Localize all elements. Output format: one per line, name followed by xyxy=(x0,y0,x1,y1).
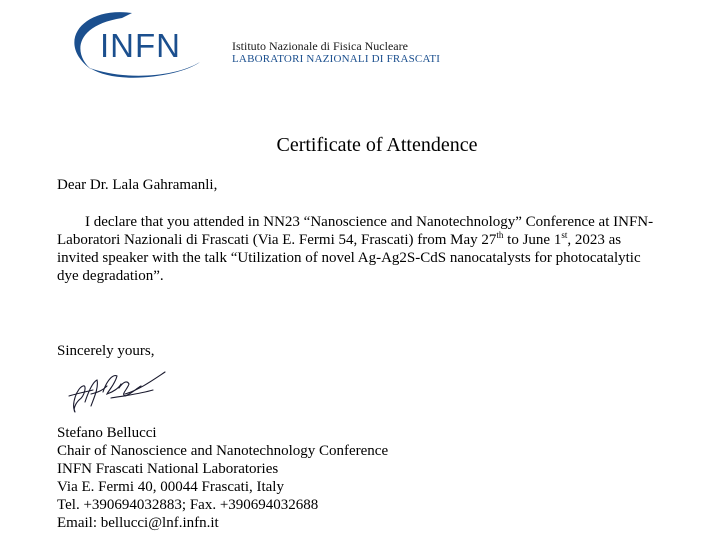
infn-logo xyxy=(62,8,202,80)
body-text-1: I declare that you attended in NN23 “Nanoscience and Nanotechnology” Conference at INFN-Laboratori Nazionali di Frascati (Via E. Fermi 54, Frascati) from May 27 xyxy=(57,214,654,248)
handwritten-signature xyxy=(63,366,167,418)
institute-name: Istituto Nazionale di Fisica Nucleare xyxy=(232,39,408,53)
superscript-st: st xyxy=(561,230,568,240)
signatory-phone: Tel. +390694032883; Fax. +390694032688 xyxy=(57,497,319,513)
lab-name: LABORATORI NAZIONALI DI FRASCATI xyxy=(232,53,441,65)
logo-wordmark: INFN xyxy=(100,27,181,64)
body-text-2: to June 1 xyxy=(503,232,562,248)
signatory-email: Email: bellucci@lnf.infn.it xyxy=(57,515,219,531)
signature-block xyxy=(57,424,388,532)
closing: Sincerely yours, xyxy=(57,343,155,359)
body-paragraph xyxy=(57,213,665,285)
superscript-th: th xyxy=(496,230,504,240)
signatory-address: Via E. Fermi 40, 00044 Frascati, Italy xyxy=(57,479,284,495)
signatory-name: Stefano Bellucci xyxy=(57,425,157,441)
body-text-3: , 2023 as invited speaker with the talk “Utilization of novel Ag-Ag2S-CdS nanocatalysts for photocatalytic dye degradation”. xyxy=(57,232,641,284)
signatory-organization: INFN Frascati National Laboratories xyxy=(57,461,279,477)
page-title: Certificate of Attendence xyxy=(276,134,478,156)
logo-swoosh-tail xyxy=(90,62,200,78)
signatory-role: Chair of Nanoscience and Nanotechnology Conference xyxy=(57,443,389,459)
salutation: Dear Dr. Lala Gahramanli, xyxy=(57,177,218,193)
